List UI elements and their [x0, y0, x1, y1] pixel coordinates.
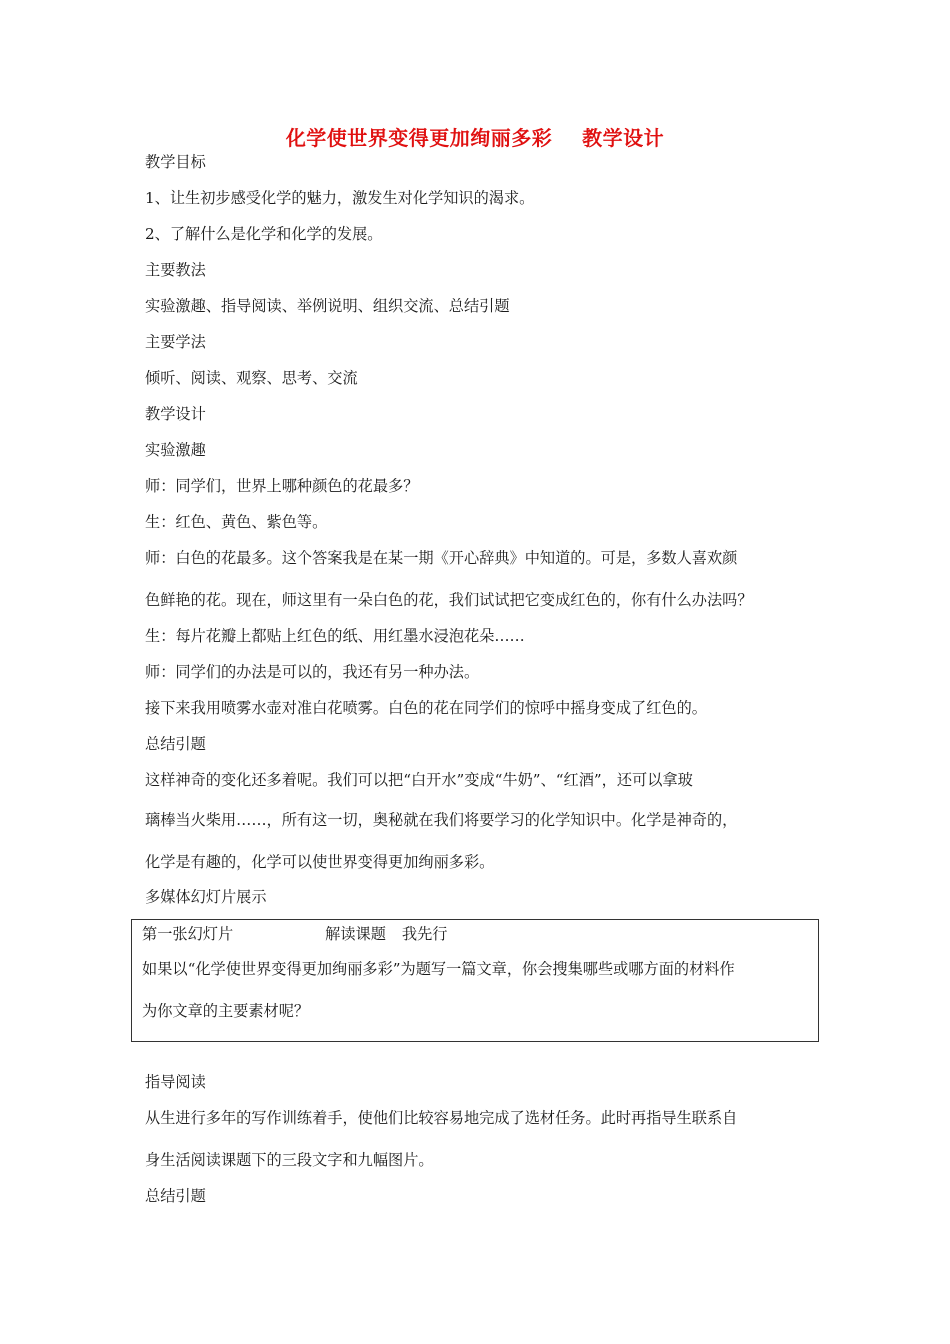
- dialogue-line: 生：红色、黄色、紫色等。: [145, 513, 328, 531]
- slide-text-line: 为你文章的主要素材呢？: [142, 1002, 310, 1020]
- paragraph-line: 接下来我用喷雾水壶对准白花喷雾。白色的花在同学们的惊呼中摇身变成了红色的。: [145, 699, 707, 717]
- dialogue-line: 色鲜艳的花。现在，师这里有一朵白色的花，我们试试把它变成红色的，你有什么办法吗？: [145, 591, 753, 609]
- paragraph-line: 从生进行多年的写作训练着手，使他们比较容易地完成了选材任务。此时再指导生联系自: [145, 1109, 738, 1127]
- paragraph-teaching-methods: 实验激趣、指导阅读、举例说明、组织交流、总结引题: [145, 297, 510, 315]
- paragraph-line: 身生活阅读课题下的三段文字和九幅图片。: [145, 1151, 434, 1169]
- heading-experiment: 实验激趣: [145, 441, 206, 459]
- heading-teaching-methods: 主要教法: [145, 261, 206, 279]
- heading-multimedia: 多媒体幻灯片展示: [145, 888, 267, 906]
- paragraph-line: 璃棒当火柴用……，所有这一切，奥秘就在我们将要学习的化学知识中。化学是神奇的，: [145, 811, 738, 829]
- document-title: 化学使世界变得更加绚丽多彩 教学设计: [285, 126, 665, 150]
- heading-summary: 总结引题: [145, 735, 206, 753]
- slide-text-line: 如果以“化学使世界变得更加绚丽多彩”为题写一篇文章，你会搜集哪些或哪方面的材料作: [142, 960, 735, 978]
- heading-learning-methods: 主要学法: [145, 333, 206, 351]
- heading-guided-reading: 指导阅读: [145, 1073, 206, 1091]
- slide-heading-row: [142, 924, 447, 944]
- paragraph-learning-methods: 倾听、阅读、观察、思考、交流: [145, 369, 358, 387]
- dialogue-line: 师：同学们的办法是可以的，我还有另一种办法。: [145, 663, 480, 681]
- dialogue-line: 师：同学们，世界上哪种颜色的花最多？: [145, 477, 419, 495]
- slide-heading-1: 解读课题: [325, 925, 386, 943]
- paragraph-goal-2: 2、了解什么是化学和化学的发展。: [145, 225, 383, 243]
- dialogue-line: 生：每片花瓣上都贴上红色的纸、用红墨水浸泡花朵……: [145, 627, 525, 645]
- slide-heading-2: 我先行: [401, 925, 448, 943]
- dialogue-line: 师：白色的花最多。这个答案我是在某一期《开心辞典》中知道的。可是，多数人喜欢颜: [145, 549, 738, 567]
- paragraph-line: 这样神奇的变化还多着呢。我们可以把“白开水”变成“牛奶”、“红酒”，还可以拿玻: [145, 771, 693, 789]
- paragraph-line: 化学是有趣的，化学可以使世界变得更加绚丽多彩。: [145, 853, 495, 871]
- paragraph-goal-1: 1、让生初步感受化学的魅力，激发生对化学知识的渴求。: [145, 189, 535, 207]
- slide-box: [131, 919, 819, 1042]
- slide-label: 第一张幻灯片: [142, 925, 234, 943]
- heading-teaching-goals: 教学目标: [145, 153, 206, 171]
- heading-summary-2: 总结引题: [145, 1187, 206, 1205]
- heading-teaching-design: 教学设计: [145, 405, 206, 423]
